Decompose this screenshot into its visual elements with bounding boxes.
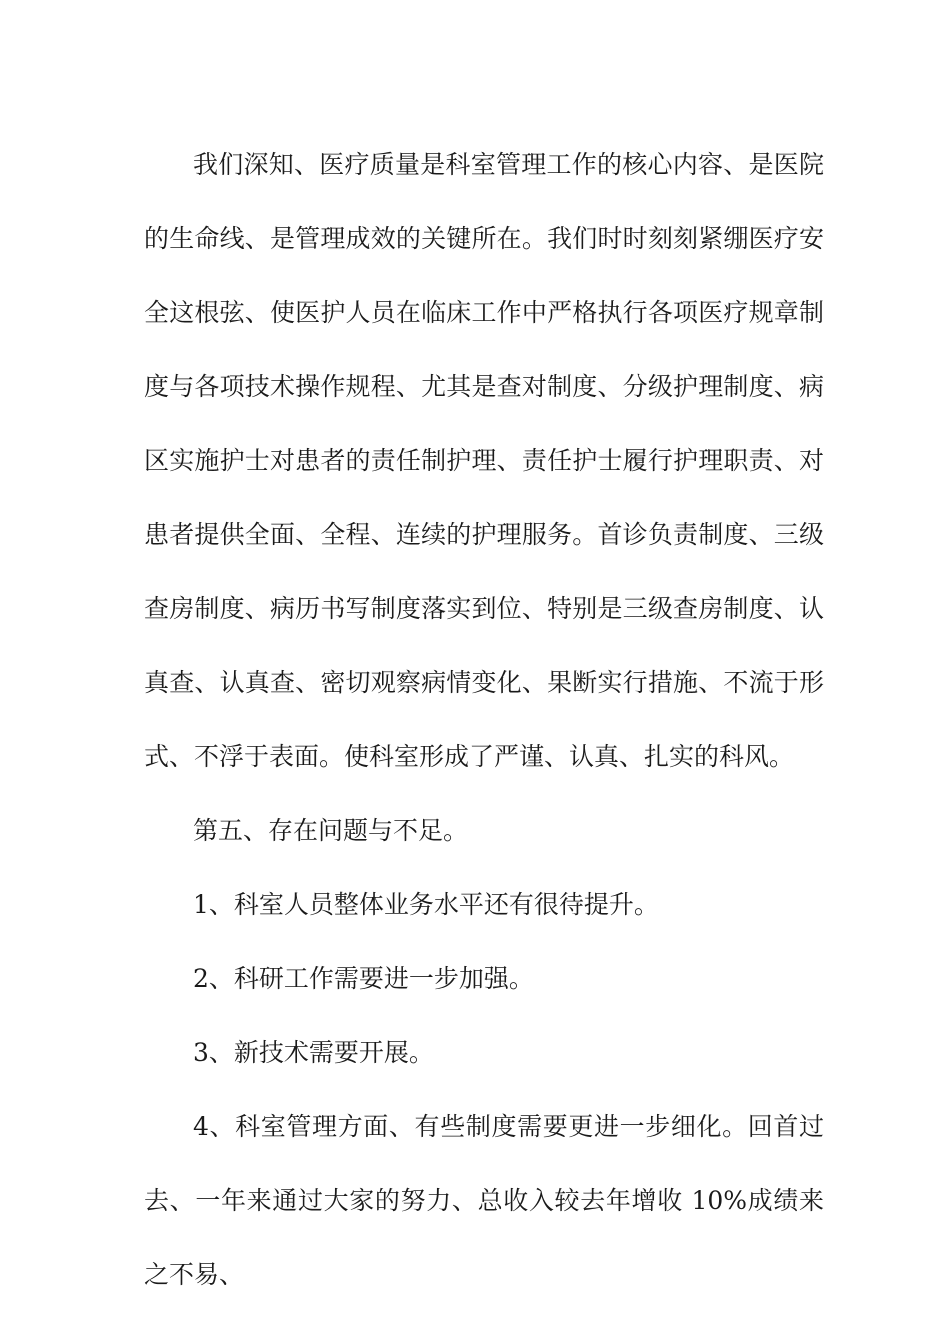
paragraph-issue-2: 2、科研工作需要进一步加强。 [193,964,534,993]
paragraph-issue-1: 1、科室人员整体业务水平还有很待提升。 [193,890,659,919]
document-body [144,128,824,1312]
paragraph-issue-3: 3、新技术需要开展。 [193,1038,434,1067]
paragraph-issue-4: 4、科室管理方面、有些制度需要更进一步细化。回首过去、一年来通过大家的努力、总收入较去年增收 10%成绩来之不易、 [144,1112,824,1289]
paragraph-medical-quality: 我们深知、医疗质量是科室管理工作的核心内容、是医院的生命线、是管理成效的关键所在。我们时时刻刻紧绷医疗安全这根弦、使医护人员在临床工作中严格执行各项医疗规章制度与各项技术操作规程、尤其是查对制度、分级护理制度、病区实施护士对患者的责任制护理、责任护士履行护理职责、对患者提供全面、全程、连续的护理服务。首诊负责制度、三级查房制度、病历书写制度落实到位、特别是三级查房制度、认真查、认真查、密切观察病情变化、果断实行措施、不流于形式、不浮于表面。使科室形成了严谨、认真、扎实的科风。 [144,150,824,771]
paragraph-section-five-heading: 第五、存在问题与不足。 [193,816,469,845]
